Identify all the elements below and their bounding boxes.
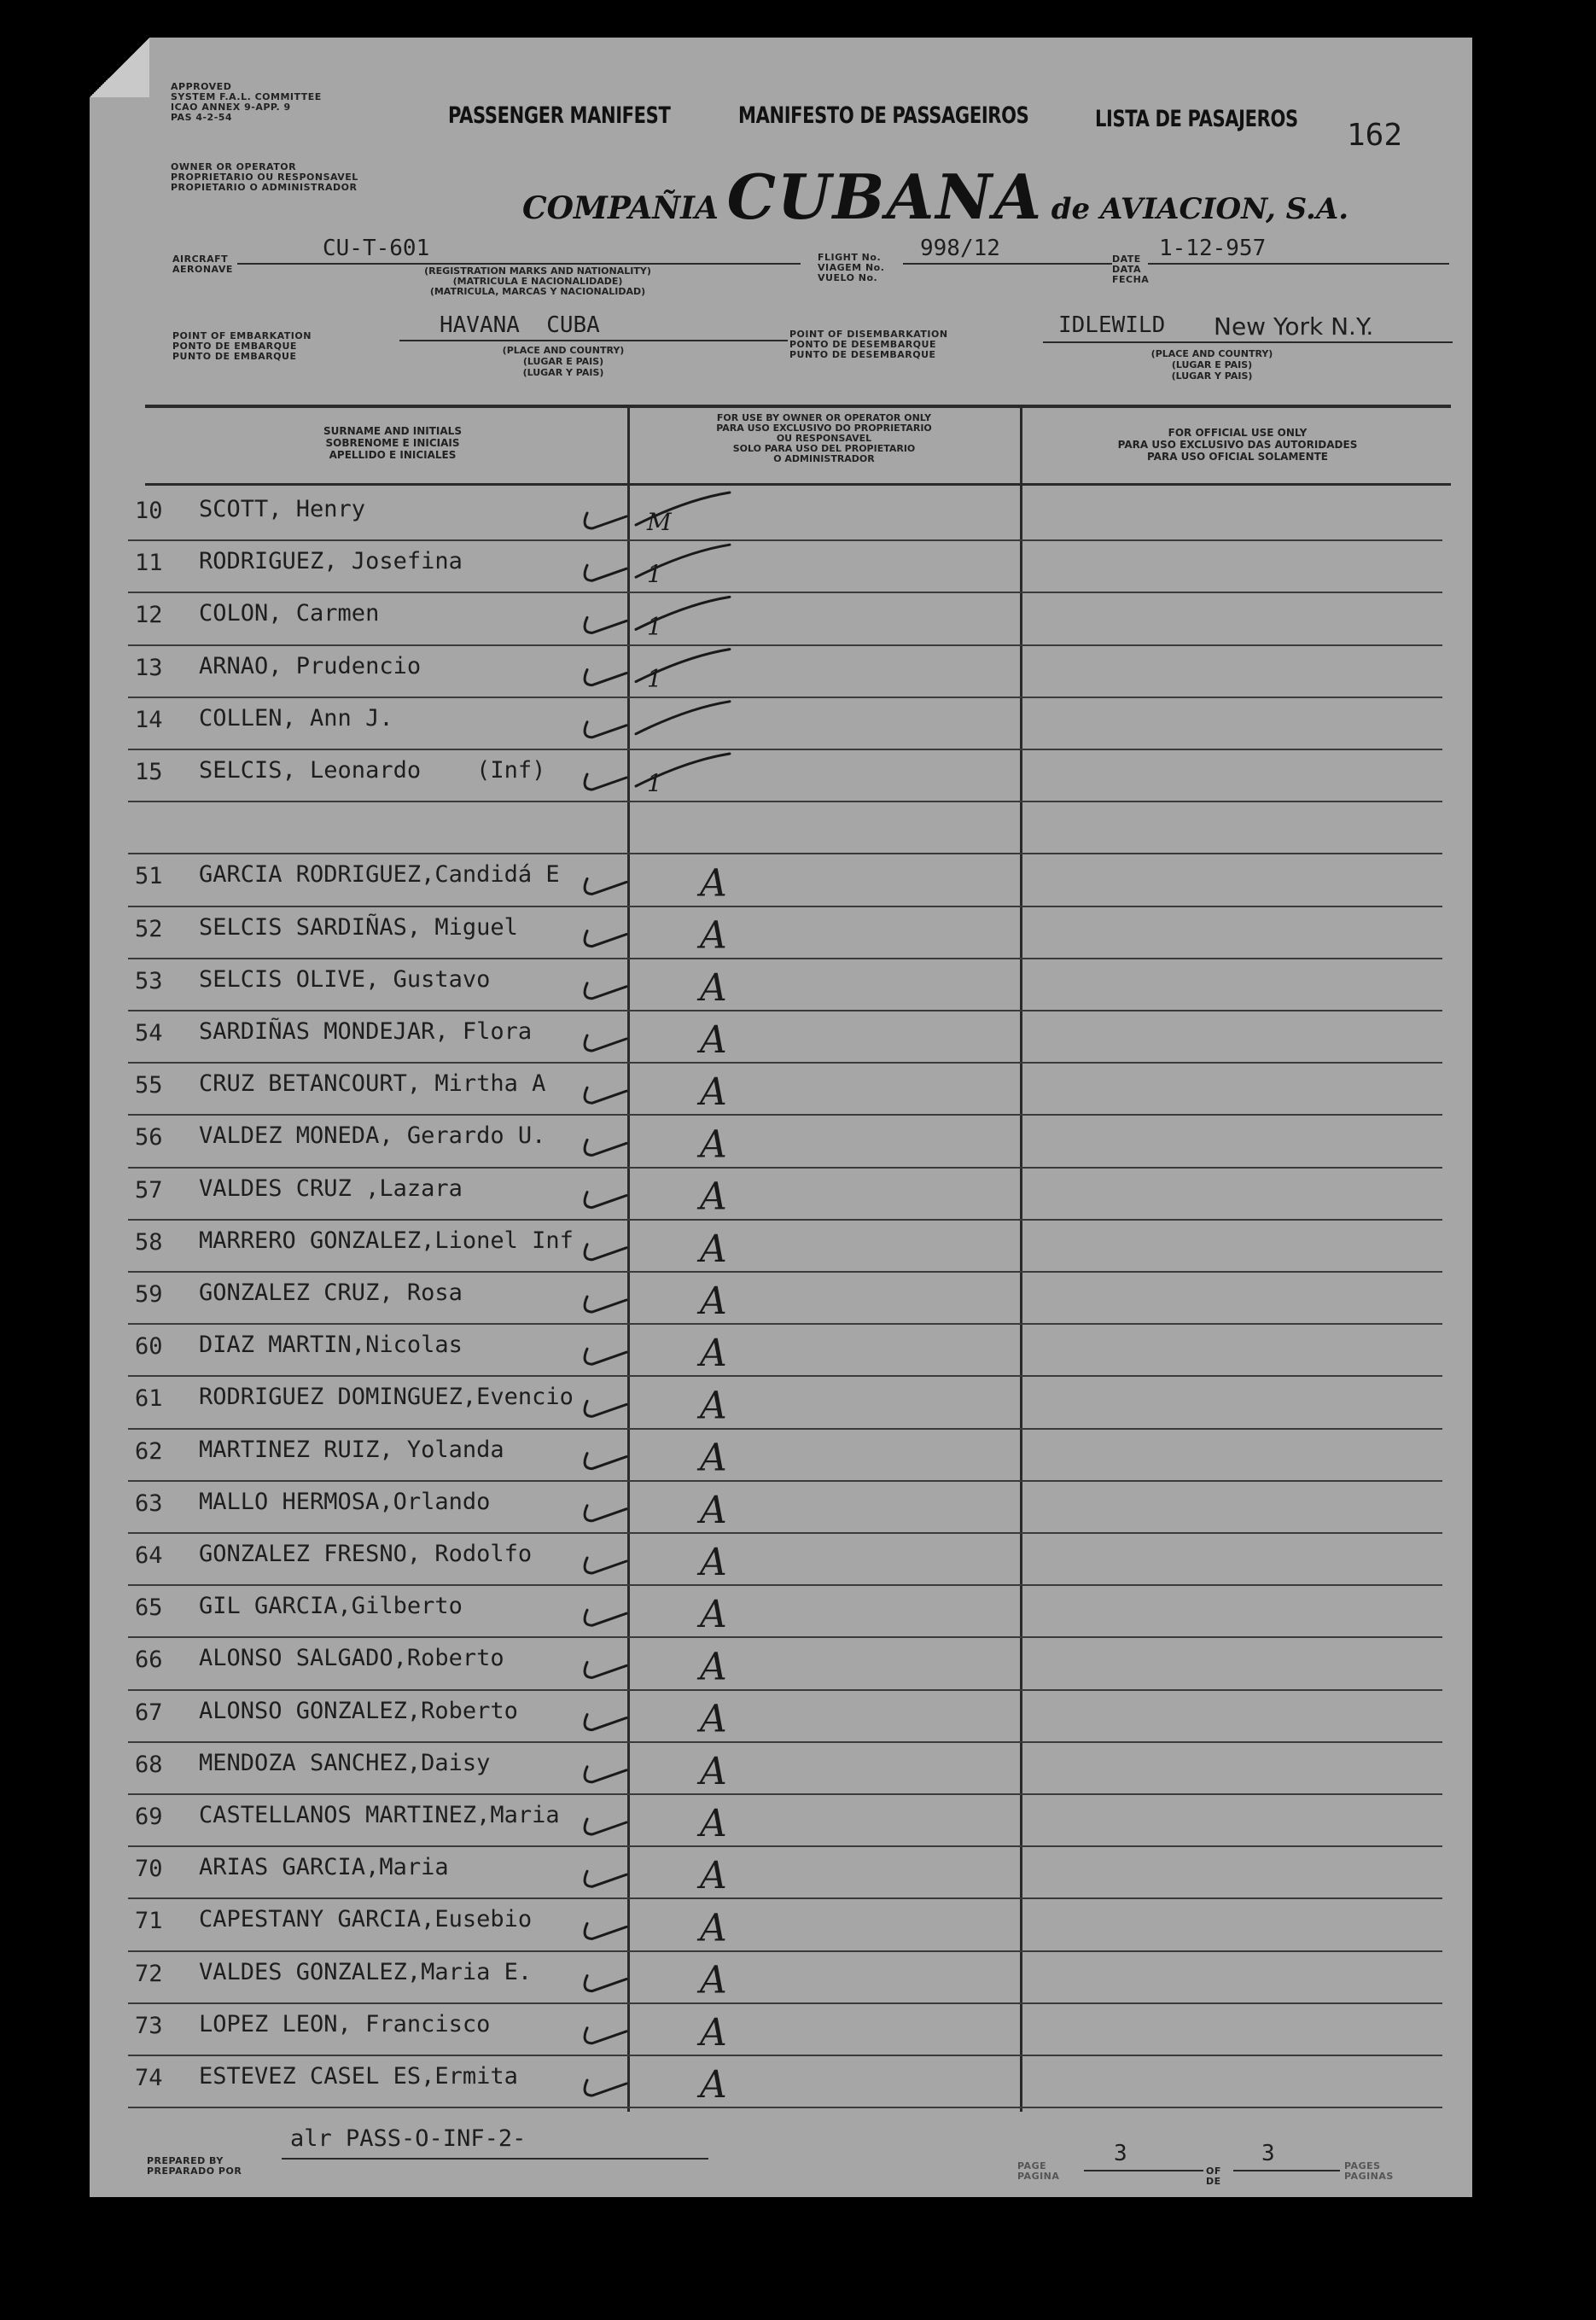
page-stamp-number: 162 (1347, 118, 1403, 153)
check-mark (585, 1819, 626, 1834)
embarkation-value: HAVANA CUBA (440, 312, 600, 338)
operator-mark: A (700, 2010, 727, 2055)
passenger-row-number: 69 (135, 1804, 163, 1830)
operator-mark: A (700, 1436, 727, 1480)
passenger-row-number: 66 (135, 1647, 163, 1674)
disembarkation-sub-line: (PLACE AND COUNTRY) (1150, 348, 1273, 359)
passenger-name: LOPEZ LEON, Francisco (199, 2010, 491, 2037)
pages-label (1344, 2161, 1394, 2182)
passenger-name: MENDOZA SANCHEZ,Daisy (199, 1749, 491, 1776)
passenger-name: COLLEN, Ann J. (199, 704, 393, 732)
of-label (1206, 2166, 1221, 2187)
approval-line: APPROVED (171, 81, 232, 92)
approval-line: PAS 4-2-54 (171, 112, 233, 123)
operator-mark: A (700, 913, 727, 958)
passenger-name: GIL GARCIA,Gilberto (199, 1593, 463, 1620)
operator-mark: 1 (647, 664, 662, 693)
passenger-row-number: 74 (135, 2065, 163, 2091)
of-label-line: DE (1206, 2176, 1221, 2187)
column-header-line: SOLO PARA USO DEL PROPIETARIO (732, 443, 916, 454)
check-mark (585, 670, 626, 685)
passenger-row-number: 10 (135, 498, 163, 524)
aircraft-sub-line: (MATRICULA, MARCAS Y NACIONALIDAD) (429, 286, 646, 297)
operator-mark: A (700, 861, 727, 906)
check-mark (585, 774, 626, 790)
column-header-line: SURNAME AND INITIALS (323, 425, 462, 437)
passenger-name: GARCIA RODRIGUEZ,Candidá E (199, 861, 560, 889)
operator-mark: A (700, 1541, 727, 1584)
passenger-name: GONZALEZ CRUZ, Rosa (199, 1279, 463, 1306)
passenger-name: ALONSO GONZALEZ,Roberto (199, 1697, 518, 1724)
aircraft-value: CU-T-601 (323, 236, 430, 261)
owner-label-line: OWNER OR OPERATOR (171, 161, 297, 172)
company-suffix: de AVIACION, S.A. (1051, 192, 1349, 226)
operator-mark: A (700, 1749, 727, 1793)
operator-mark: A (700, 965, 727, 1010)
passenger-name: CASTELLANOS MARTINEZ,Maria (199, 1802, 560, 1828)
passenger-name: CAPESTANY GARCIA,Eusebio (199, 1906, 533, 1933)
header-manifesto: MANIFESTO DE PASSAGEIROS (738, 102, 1029, 129)
operator-mark: A (700, 1384, 727, 1428)
aircraft-sub-line: (MATRICULA E NACIONALIDADE) (452, 276, 623, 287)
prepared-by-label (147, 2156, 242, 2177)
passenger-row-number: 53 (135, 967, 163, 994)
column-header-line: FOR OFFICIAL USE ONLY (1168, 427, 1308, 439)
check-mark (585, 1192, 626, 1208)
passenger-name: COLON, Carmen (199, 600, 380, 627)
passenger-row-number: 64 (135, 1542, 163, 1569)
company-prefix: COMPAÑIA (522, 190, 719, 226)
header-lista: LISTA DE PASAJEROS (1095, 106, 1298, 132)
passenger-row-number: 61 (135, 1385, 163, 1413)
approval-line: SYSTEM F.A.L. COMMITTEE (171, 91, 322, 102)
date-value: 1-12-957 (1159, 236, 1267, 261)
page-number: 3 (1114, 2141, 1127, 2166)
check-mark (585, 617, 626, 632)
operator-mark: 1 (647, 560, 662, 589)
check-mark (585, 1558, 626, 1573)
passenger-name: RODRIGUEZ DOMINGUEZ,Evencio (199, 1384, 574, 1411)
operator-mark: 1 (647, 769, 662, 797)
passenger-name: ESTEVEZ CASEL ES,Ermita (199, 2063, 518, 2090)
check-mark (585, 1140, 626, 1155)
passenger-name: CRUZ BETANCOURT, Mirtha A (199, 1070, 546, 1098)
operator-mark: A (700, 1018, 727, 1062)
passenger-name: MARTINEZ RUIZ, Yolanda (199, 1436, 504, 1463)
operator-mark: A (700, 1854, 727, 1898)
operator-mark: M (647, 508, 672, 536)
tick-swoosh (636, 702, 730, 734)
prepared-label-line: PREPARADO POR (147, 2166, 242, 2177)
aircraft-label-line: AIRCRAFT (172, 254, 229, 265)
embarkation-label-line: POINT OF EMBARKATION (172, 330, 312, 341)
check-mark (585, 1035, 626, 1051)
embarkation-label-line: PONTO DE EMBARQUE (172, 341, 297, 352)
company-main: CUBANA (726, 160, 1044, 233)
passenger-row-number: 58 (135, 1228, 163, 1256)
passenger-row-number: 57 (135, 1176, 163, 1204)
passenger-name: DIAZ MARTIN,Nicolas (199, 1332, 463, 1359)
check-mark (585, 1297, 626, 1312)
page-label (1017, 2161, 1059, 2182)
passenger-name: SELCIS, Leonardo (Inf) (199, 757, 546, 784)
page-label-line: PAGINA (1017, 2171, 1060, 2182)
operator-mark: A (700, 1070, 727, 1115)
date-label-line: DATE (1112, 254, 1141, 265)
flight-label-line: VUELO No. (818, 272, 878, 283)
passenger-name: MARRERO GONZALEZ,Lionel Inf (199, 1227, 574, 1254)
column-header-line: APELLIDO E INICIALES (329, 449, 457, 461)
date-label-line: FECHA (1112, 274, 1150, 285)
page-label-line: PAGE (1017, 2160, 1047, 2171)
footer-note: alr PASS-O-INF-2- (290, 2125, 527, 2152)
column-header-line: FOR USE BY OWNER OR OPERATOR ONLY (716, 413, 932, 423)
of-label-line: OF (1206, 2166, 1221, 2177)
pages-label-line: PAGES (1344, 2160, 1381, 2171)
check-mark (585, 983, 626, 999)
operator-mark: A (700, 1958, 727, 2002)
page-total-underline (1233, 2170, 1340, 2171)
column-header-line: PARA USO EXCLUSIVO DAS AUTORIDADES (1117, 439, 1358, 451)
embarkation-sub-line: (LUGAR Y PAIS) (522, 367, 604, 378)
operator-mark: A (700, 1122, 727, 1167)
passenger-name: ALONSO SALGADO,Roberto (199, 1645, 504, 1672)
column-header-line: PARA USO EXCLUSIVO DO PROPRIETARIO (716, 423, 932, 434)
check-mark (585, 1662, 626, 1677)
passenger-name: SELCIS OLIVE, Gustavo (199, 965, 491, 993)
passenger-name: MALLO HERMOSA,Orlando (199, 1488, 491, 1515)
passenger-row-number: 65 (135, 1594, 163, 1622)
operator-mark: A (700, 1645, 727, 1689)
passenger-row-number: 14 (135, 706, 163, 733)
passenger-name: ARIAS GARCIA,Maria (199, 1854, 449, 1881)
flight-label-line: VIAGEM No. (818, 262, 885, 273)
check-mark (585, 1087, 626, 1103)
operator-mark: A (700, 1488, 727, 1532)
passenger-row-number: 11 (135, 550, 163, 577)
check-mark (585, 2028, 626, 2043)
passenger-name: SCOTT, Henry (199, 496, 366, 522)
disembarkation-sub-line: (LUGAR E PAIS) (1171, 359, 1253, 370)
page-total: 3 (1261, 2141, 1275, 2166)
owner-label-line: PROPIETARIO O ADMINISTRADOR (171, 182, 358, 193)
passenger-row-number: 59 (135, 1281, 163, 1308)
check-mark (585, 2080, 626, 2096)
passenger-row-number: 68 (135, 1751, 163, 1778)
passenger-row-number: 13 (135, 654, 163, 681)
check-mark (585, 1401, 626, 1416)
passenger-row-number: 15 (135, 759, 163, 785)
operator-mark: 1 (647, 612, 662, 641)
operator-mark: A (700, 1906, 727, 1950)
passenger-row-number: 62 (135, 1437, 163, 1465)
page-underline (1084, 2170, 1203, 2171)
check-mark (585, 878, 626, 894)
check-mark (585, 1506, 626, 1521)
check-mark (585, 1715, 626, 1730)
owner-label-line: PROPRIETARIO OU RESPONSAVEL (171, 172, 358, 183)
check-mark (585, 1610, 626, 1625)
passenger-row-number: 54 (135, 1020, 163, 1046)
disembarkation-sub-line: (LUGAR Y PAIS) (1171, 370, 1253, 382)
operator-mark: A (700, 2063, 727, 2107)
disembarkation-handwritten: New York N.Y. (1214, 312, 1374, 341)
check-mark (585, 1245, 626, 1260)
prepared-underline (282, 2158, 708, 2160)
passenger-name: RODRIGUEZ, Josefina (199, 548, 463, 575)
check-mark (585, 513, 626, 528)
pages-label-line: PAGINAS (1344, 2171, 1394, 2182)
check-mark (585, 565, 626, 580)
flight-value: 998/12 (920, 236, 1000, 261)
aircraft-label-line: AERONAVE (172, 264, 233, 275)
operator-mark: A (700, 1802, 727, 1845)
operator-mark: A (700, 1332, 727, 1376)
aircraft-sub-line: (REGISTRATION MARKS AND NATIONALITY) (424, 265, 651, 277)
embarkation-sub-line: (PLACE AND COUNTRY) (502, 345, 625, 356)
passenger-row-number: 52 (135, 915, 163, 942)
check-mark (585, 722, 626, 737)
passenger-name: VALDES GONZALEZ,Maria E. (199, 1958, 533, 1985)
check-mark (585, 1349, 626, 1364)
passenger-row-number: 51 (135, 863, 163, 890)
passenger-row-number: 73 (135, 2012, 163, 2039)
passenger-row-number: 55 (135, 1072, 163, 1099)
disembarkation-value: IDLEWILD (1058, 312, 1166, 338)
passenger-row-number: 70 (135, 1856, 163, 1883)
check-mark (585, 1976, 626, 1991)
passenger-name: GONZALEZ FRESNO, Rodolfo (199, 1541, 533, 1567)
embarkation-label-line: PUNTO DE EMBARQUE (172, 351, 297, 362)
prepared-label-line: PREPARED BY (147, 2155, 224, 2166)
operator-mark: A (700, 1697, 727, 1741)
operator-mark: A (700, 1175, 727, 1219)
embarkation-sub-line: (LUGAR E PAIS) (522, 356, 604, 367)
disembarkation-label-line: POINT OF DISEMBARKATION (789, 329, 948, 340)
passenger-name: ARNAO, Prudencio (199, 652, 422, 679)
column-header-line: O ADMINISTRADOR (773, 453, 875, 464)
passenger-row-number: 71 (135, 1908, 163, 1935)
check-mark (585, 1871, 626, 1886)
flight-label-line: FLIGHT No. (818, 252, 882, 263)
check-mark (585, 1454, 626, 1469)
column-header-line: OU RESPONSAVEL (776, 433, 872, 444)
date-label-line: DATA (1112, 264, 1141, 275)
disembarkation-label-line: PUNTO DE DESEMBARQUE (789, 349, 936, 360)
passenger-row-number: 56 (135, 1124, 163, 1151)
operator-mark: A (700, 1279, 727, 1323)
check-mark (585, 931, 626, 947)
header-passenger-manifest: PASSENGER MANIFEST (448, 102, 671, 129)
operator-mark: A (700, 1593, 727, 1637)
passenger-row-number: 60 (135, 1333, 163, 1361)
passenger-name: VALDES CRUZ ,Lazara (199, 1175, 463, 1202)
check-mark (585, 1767, 626, 1782)
passenger-row-number: 12 (135, 602, 163, 629)
passenger-row-number: 72 (135, 1960, 163, 1987)
column-header-line: PARA USO OFICIAL SOLAMENTE (1146, 451, 1329, 463)
passenger-row-number: 63 (135, 1489, 163, 1517)
operator-mark: A (700, 1227, 727, 1271)
disembarkation-label-line: PONTO DE DESEMBARQUE (789, 339, 936, 350)
check-mark (585, 1923, 626, 1938)
passenger-name: SELCIS SARDIÑAS, Miguel (199, 913, 518, 941)
approval-line: ICAO ANNEX 9-APP. 9 (171, 102, 291, 113)
column-header-line: SOBRENOME E INICIAIS (325, 437, 460, 449)
passenger-name: SARDIÑAS MONDEJAR, Flora (199, 1018, 533, 1045)
passenger-name: VALDEZ MONEDA, Gerardo U. (199, 1122, 546, 1150)
passenger-row-number: 67 (135, 1699, 163, 1726)
